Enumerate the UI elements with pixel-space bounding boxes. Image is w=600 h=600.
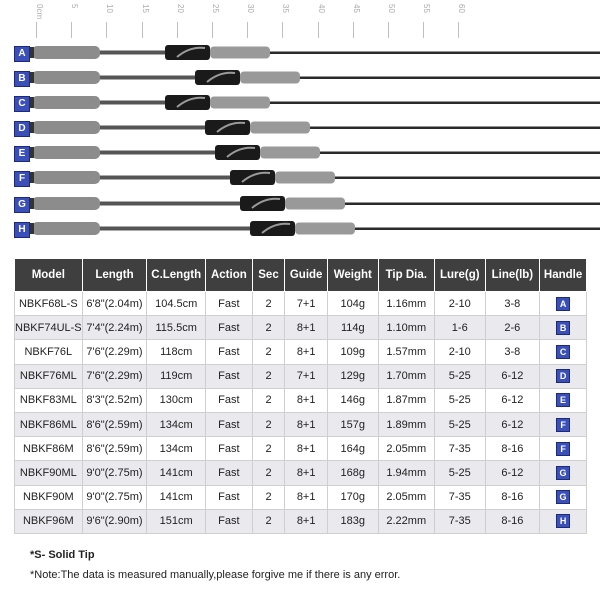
handle-badge: E — [14, 146, 30, 162]
ruler-tick — [36, 22, 37, 38]
ruler-tick — [388, 22, 389, 38]
ruler-tick — [212, 22, 213, 38]
butt-cap — [30, 72, 34, 83]
header-lure: Lure(g) — [434, 259, 485, 292]
fore-grip — [210, 47, 270, 59]
table-cell: 9'0"(2.75m) — [82, 485, 147, 509]
table-cell: NBKF83ML — [15, 388, 83, 412]
handle-type-badge: E — [556, 393, 570, 407]
butt-cap — [30, 147, 34, 158]
handle-type-badge: G — [556, 490, 570, 504]
table-cell: 157g — [328, 412, 379, 436]
table-cell: 1-6 — [434, 316, 485, 340]
rod-row-f — [0, 167, 600, 191]
table-cell: 109g — [328, 340, 379, 364]
table-cell: 1.70mm — [378, 364, 434, 388]
rod-butt-shaft — [95, 227, 250, 231]
table-header-row — [15, 259, 587, 292]
ruler-tick-label: 35 — [281, 4, 291, 13]
rod-blank — [235, 52, 600, 55]
table-row — [15, 388, 587, 412]
butt-cap — [30, 97, 34, 108]
rod-illustration — [0, 42, 600, 66]
table-cell: 141cm — [147, 485, 206, 509]
header-weight: Weight — [328, 259, 379, 292]
ruler-tick — [423, 22, 424, 38]
table-cell: 8-16 — [485, 509, 540, 533]
table-cell: 114g — [328, 316, 379, 340]
fore-grip — [295, 223, 355, 235]
table-cell: 170g — [328, 485, 379, 509]
table-row — [15, 364, 587, 388]
table-cell: 134cm — [147, 437, 206, 461]
table-cell: Fast — [206, 340, 253, 364]
header-length: Length — [82, 259, 147, 292]
table-cell — [540, 485, 587, 509]
table-cell — [540, 461, 587, 485]
table-cell: 1.57mm — [378, 340, 434, 364]
table-cell: 2-10 — [434, 292, 485, 316]
header-line: Line(lb) — [485, 259, 540, 292]
handle-type-badge: G — [556, 466, 570, 480]
specs-table — [14, 258, 587, 534]
table-cell: 151cm — [147, 509, 206, 533]
rod-blank — [300, 177, 600, 180]
butt-cap — [30, 172, 34, 183]
handle-type-badge: B — [556, 321, 570, 335]
table-cell: 118cm — [147, 340, 206, 364]
butt-cap — [30, 223, 34, 234]
table-cell: 8-16 — [485, 437, 540, 461]
table-cell: 8+1 — [285, 388, 328, 412]
table-cell: 7-35 — [434, 509, 485, 533]
ruler-tick — [106, 22, 107, 38]
table-cell: 2-6 — [485, 316, 540, 340]
rod-illustration — [0, 67, 600, 91]
table-cell: 119cm — [147, 364, 206, 388]
table-row — [15, 412, 587, 436]
butt-cap — [30, 47, 34, 58]
table-cell: 8'6"(2.59m) — [82, 412, 147, 436]
table-cell: 2 — [252, 292, 285, 316]
table-cell: 6-12 — [485, 461, 540, 485]
fore-grip — [260, 147, 320, 159]
table-cell: 3-8 — [485, 340, 540, 364]
rod-butt-shaft — [95, 126, 205, 130]
table-cell: 134cm — [147, 412, 206, 436]
ruler-tick-label: 55 — [422, 4, 432, 13]
handle-badge: D — [14, 121, 30, 137]
header-c-length: C.Length — [147, 259, 206, 292]
table-cell: 168g — [328, 461, 379, 485]
rear-grip — [32, 222, 100, 235]
table-cell: 129g — [328, 364, 379, 388]
table-row — [15, 461, 587, 485]
rear-grip — [32, 121, 100, 134]
table-cell: Fast — [206, 388, 253, 412]
rod-row-d — [0, 117, 600, 141]
table-cell: 9'6"(2.90m) — [82, 509, 147, 533]
table-cell: Fast — [206, 437, 253, 461]
disclaimer-note: *Note:The data is measured manually,please forgive me if there is any error. — [30, 569, 401, 581]
header-model: Model — [15, 259, 83, 292]
table-cell: 2.22mm — [378, 509, 434, 533]
table-cell: Fast — [206, 509, 253, 533]
table-row — [15, 340, 587, 364]
rod-illustration — [0, 117, 600, 141]
butt-cap — [30, 122, 34, 133]
table-cell: 1.89mm — [378, 412, 434, 436]
rod-blank — [275, 127, 600, 130]
ruler-tick — [142, 22, 143, 38]
table-cell: 8+1 — [285, 437, 328, 461]
handle-type-badge: A — [556, 297, 570, 311]
table-cell: 8+1 — [285, 461, 328, 485]
rod-blank — [285, 152, 600, 155]
handle-badge: F — [14, 171, 30, 187]
table-cell: 7'4"(2.24m) — [82, 316, 147, 340]
handle-type-badge: F — [556, 442, 570, 456]
table-cell: 130cm — [147, 388, 206, 412]
table-cell: 2 — [252, 364, 285, 388]
table-cell: 7+1 — [285, 364, 328, 388]
table-cell: NBKF76L — [15, 340, 83, 364]
rod-butt-shaft — [95, 51, 165, 55]
table-cell: 1.10mm — [378, 316, 434, 340]
table-cell: 2 — [252, 388, 285, 412]
table-cell: 3-8 — [485, 292, 540, 316]
table-cell: 7'6"(2.29m) — [82, 364, 147, 388]
table-cell: 104.5cm — [147, 292, 206, 316]
table-cell: 1.94mm — [378, 461, 434, 485]
rod-blank — [235, 102, 600, 105]
table-cell — [540, 388, 587, 412]
table-cell: 8+1 — [285, 412, 328, 436]
rod-butt-shaft — [95, 176, 230, 180]
handle-badge: H — [14, 222, 30, 238]
ruler-tick-label: 45 — [351, 4, 361, 13]
fore-grip — [250, 122, 310, 134]
table-cell: NBKF68L-S — [15, 292, 83, 316]
table-cell: 164g — [328, 437, 379, 461]
table-cell: 6-12 — [485, 364, 540, 388]
rod-row-h — [0, 218, 600, 242]
table-cell: 2 — [252, 412, 285, 436]
handle-badge: C — [14, 96, 30, 112]
rod-row-b — [0, 67, 600, 91]
header-handle: Handle — [540, 259, 587, 292]
table-cell: 2.05mm — [378, 485, 434, 509]
table-cell: 2 — [252, 437, 285, 461]
rod-blank — [265, 77, 600, 80]
table-cell: 5-25 — [434, 461, 485, 485]
table-cell — [540, 316, 587, 340]
header-action: Action — [206, 259, 253, 292]
table-cell: 5-25 — [434, 412, 485, 436]
table-cell: 6'8"(2.04m) — [82, 292, 147, 316]
table-cell: NBKF76ML — [15, 364, 83, 388]
ruler-tick-label: 5 — [70, 4, 80, 9]
ruler-tick — [282, 22, 283, 38]
handle-badge: B — [14, 71, 30, 87]
table-cell — [540, 437, 587, 461]
table-cell: Fast — [206, 292, 253, 316]
table-cell — [540, 292, 587, 316]
table-cell: 115.5cm — [147, 316, 206, 340]
rear-grip — [32, 96, 100, 109]
table-cell: 5-25 — [434, 364, 485, 388]
table-cell: 7'6"(2.29m) — [82, 340, 147, 364]
table-cell: 5-25 — [434, 388, 485, 412]
table-cell: NBKF96M — [15, 509, 83, 533]
rod-butt-shaft — [95, 202, 240, 206]
ruler-tick-label: 50 — [387, 4, 396, 13]
header-sec: Sec — [252, 259, 285, 292]
rod-blank — [320, 228, 600, 231]
fore-grip — [210, 97, 270, 109]
rod-blank — [310, 203, 600, 206]
ruler-tick-label: 60 — [457, 4, 467, 13]
table-cell: 8'3"(2.52m) — [82, 388, 147, 412]
ruler-tick — [458, 22, 459, 38]
table-cell: NBKF90M — [15, 485, 83, 509]
ruler-tick-label: 30 — [246, 4, 256, 13]
table-cell: Fast — [206, 316, 253, 340]
rod-illustration — [0, 218, 600, 242]
table-row — [15, 292, 587, 316]
table-cell: 9'0"(2.75m) — [82, 461, 147, 485]
ruler-tick — [71, 22, 72, 38]
fore-grip — [240, 72, 300, 84]
table-cell: 146g — [328, 388, 379, 412]
table-cell: 8+1 — [285, 509, 328, 533]
solid-tip-note: *S- Solid Tip — [30, 549, 95, 561]
table-cell: 8+1 — [285, 485, 328, 509]
table-cell: NBKF74UL-S — [15, 316, 83, 340]
handle-type-badge: C — [556, 345, 570, 359]
table-cell: NBKF90ML — [15, 461, 83, 485]
rear-grip — [32, 197, 100, 210]
rear-grip — [32, 146, 100, 159]
rod-row-e — [0, 142, 600, 166]
handle-badge: A — [14, 46, 30, 62]
ruler-tick-label: 20 — [175, 4, 185, 13]
rod-illustration — [0, 142, 600, 166]
table-cell — [540, 364, 587, 388]
rod-illustration — [0, 193, 600, 217]
table-cell: 8+1 — [285, 316, 328, 340]
table-row — [15, 485, 587, 509]
handle-type-badge: F — [556, 418, 570, 432]
rod-butt-shaft — [95, 151, 215, 155]
ruler-tick-label: 0cm — [35, 4, 44, 20]
ruler-tick-label: 10 — [105, 4, 115, 13]
rod-butt-shaft — [95, 76, 195, 80]
rear-grip — [32, 46, 100, 59]
table-cell: 2 — [252, 340, 285, 364]
table-cell — [540, 340, 587, 364]
ruler-tick-label: 15 — [140, 4, 150, 13]
table-cell: 7-35 — [434, 437, 485, 461]
table-row — [15, 437, 587, 461]
fore-grip — [275, 172, 335, 184]
ruler-tick-label: 40 — [316, 4, 326, 13]
table-body — [15, 292, 587, 534]
rod-butt-shaft — [95, 101, 165, 105]
table-cell: 183g — [328, 509, 379, 533]
table-cell: 141cm — [147, 461, 206, 485]
table-cell: 104g — [328, 292, 379, 316]
table-cell: 1.16mm — [378, 292, 434, 316]
butt-cap — [30, 198, 34, 209]
table-cell: 2 — [252, 461, 285, 485]
header-guide: Guide — [285, 259, 328, 292]
table-cell — [540, 509, 587, 533]
table-cell: 2 — [252, 485, 285, 509]
table-cell: 7-35 — [434, 485, 485, 509]
rod-row-a — [0, 42, 600, 66]
table-cell: Fast — [206, 485, 253, 509]
rod-row-c — [0, 92, 600, 116]
rod-illustration — [0, 167, 600, 191]
ruler-tick — [177, 22, 178, 38]
ruler-tick — [247, 22, 248, 38]
header-tip-dia: Tip Dia. — [378, 259, 434, 292]
table-cell: 8'6"(2.59m) — [82, 437, 147, 461]
table-cell: Fast — [206, 364, 253, 388]
table-cell: 2 — [252, 316, 285, 340]
table-cell: Fast — [206, 461, 253, 485]
fore-grip — [285, 198, 345, 210]
table-row — [15, 509, 587, 533]
table-cell: Fast — [206, 412, 253, 436]
table-cell: 8-16 — [485, 485, 540, 509]
table-cell: 6-12 — [485, 388, 540, 412]
handle-type-badge: H — [556, 514, 570, 528]
measurement-ruler — [0, 0, 600, 44]
table-cell: 2-10 — [434, 340, 485, 364]
table-cell — [540, 412, 587, 436]
ruler-tick — [353, 22, 354, 38]
table-cell: 6-12 — [485, 412, 540, 436]
rod-illustration — [0, 92, 600, 116]
handle-badge: G — [14, 197, 30, 213]
table-cell: 7+1 — [285, 292, 328, 316]
rod-row-g — [0, 193, 600, 217]
table-cell: 2 — [252, 509, 285, 533]
rear-grip — [32, 71, 100, 84]
table-cell: NBKF86M — [15, 437, 83, 461]
handle-type-badge: D — [556, 369, 570, 383]
ruler-tick-label: 25 — [211, 4, 220, 13]
table-row — [15, 316, 587, 340]
table-cell: 1.87mm — [378, 388, 434, 412]
ruler-tick — [318, 22, 319, 38]
rear-grip — [32, 171, 100, 184]
table-cell: 2.05mm — [378, 437, 434, 461]
table-cell: NBKF86ML — [15, 412, 83, 436]
table-cell: 8+1 — [285, 340, 328, 364]
